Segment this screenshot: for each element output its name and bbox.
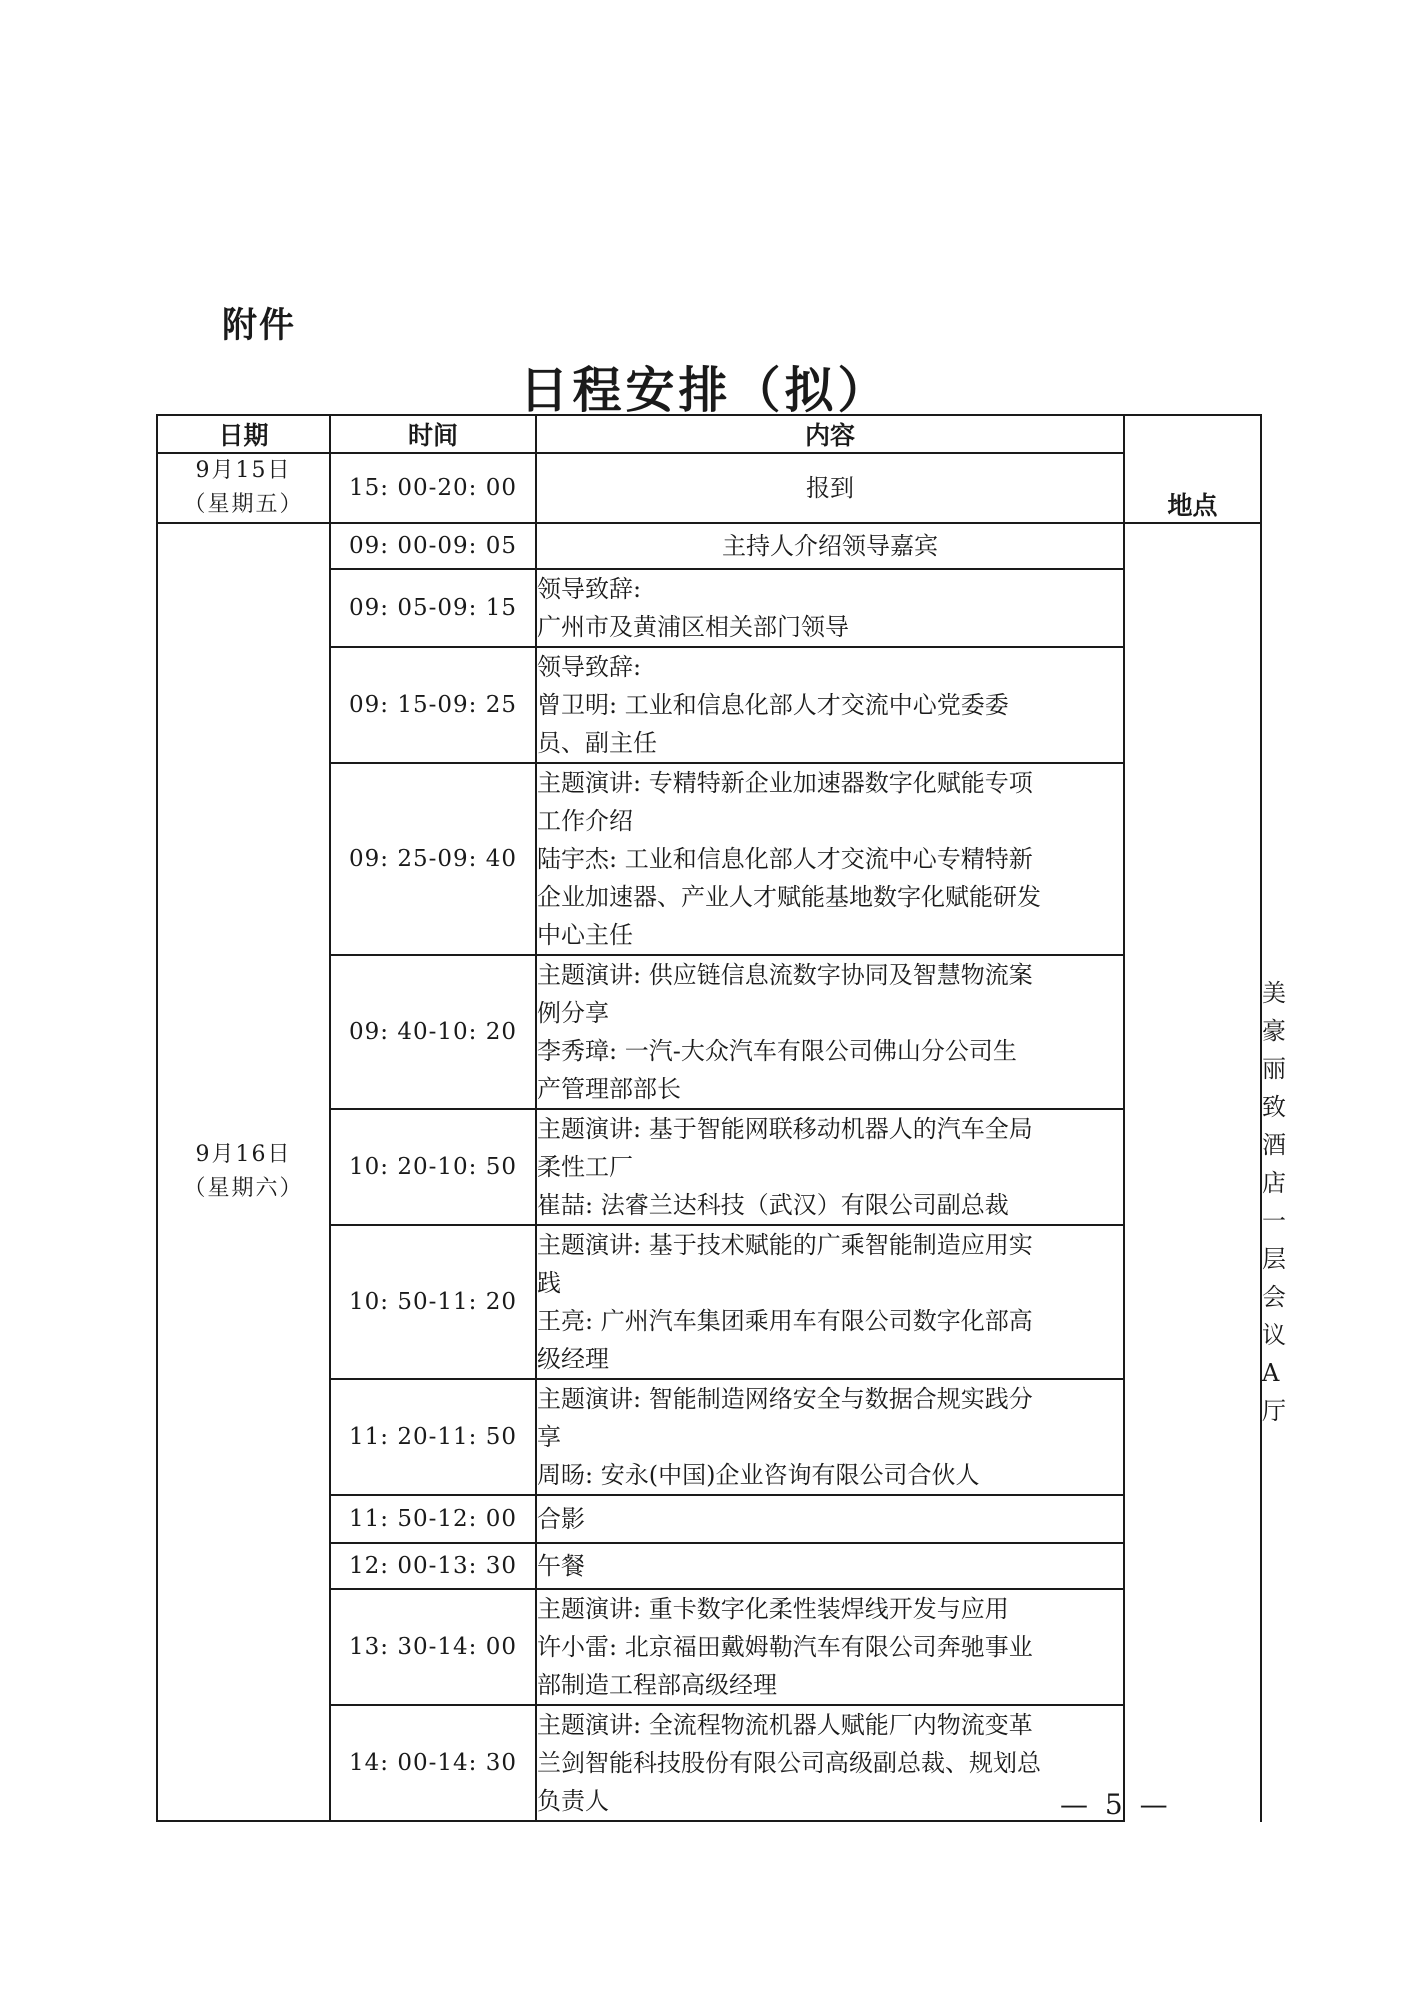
content-line: 兰剑智能科技股份有限公司高级副总裁、规划总 xyxy=(537,1749,1041,1777)
page-number: — 5 — xyxy=(1060,1788,1172,1821)
place-header: 地点 xyxy=(1124,415,1261,523)
content-line: 领导致辞: xyxy=(537,653,642,681)
content-cell xyxy=(536,1495,1124,1543)
content-cell xyxy=(536,955,1124,1109)
time-cell: 15: 00-20: 00 xyxy=(330,453,536,523)
time-cell: 11: 50-12: 00 xyxy=(330,1495,536,1543)
content-line: 周旸: 安永(中国)企业咨询有限公司合伙人 xyxy=(537,1461,980,1489)
content-line: 主题演讲: 专精特新企业加速器数字化赋能专项 xyxy=(537,769,1033,797)
content-cell xyxy=(536,1705,1124,1821)
content-line: 享 xyxy=(537,1423,561,1451)
schedule-table xyxy=(156,414,1286,1822)
time-cell: 09: 25-09: 40 xyxy=(330,763,536,955)
content-line: 中心主任 xyxy=(537,921,633,949)
content-line: 主题演讲: 智能制造网络安全与数据合规实践分 xyxy=(537,1385,1033,1413)
content-cell xyxy=(536,1225,1124,1379)
content-line: 曾卫明: 工业和信息化部人才交流中心党委委 xyxy=(537,691,1009,719)
time-cell: 09: 40-10: 20 xyxy=(330,955,536,1109)
date-cell-day1 xyxy=(157,453,330,523)
content-line: 合影 xyxy=(537,1505,585,1533)
content-cell xyxy=(536,569,1124,647)
content-line: 李秀璋: 一汽-大众汽车有限公司佛山分公司生 xyxy=(537,1037,1017,1065)
date-line: 9月15日 xyxy=(195,458,292,483)
time-cell: 09: 15-09: 25 xyxy=(330,647,536,763)
content-line: 许小雷: 北京福田戴姆勒汽车有限公司奔驰事业 xyxy=(537,1633,1033,1661)
content-line: 例分享 xyxy=(537,999,609,1027)
content-line: 主题演讲: 重卡数字化柔性装焊线开发与应用 xyxy=(537,1595,1009,1623)
content-cell xyxy=(536,1109,1124,1225)
time-cell: 09: 00-09: 05 xyxy=(330,523,536,569)
content-line: 主持人介绍领导嘉宾 xyxy=(722,532,938,560)
content-line: 王亮: 广州汽车集团乘用车有限公司数字化部高 xyxy=(537,1307,1033,1335)
content-line: 践 xyxy=(537,1269,561,1297)
weekday-line: （星期五） xyxy=(183,492,304,517)
content-line: 产管理部部长 xyxy=(537,1075,681,1103)
content-cell xyxy=(536,523,1124,569)
content-line: 主题演讲: 基于智能网联移动机器人的汽车全局 xyxy=(537,1115,1033,1143)
content-line: 主题演讲: 基于技术赋能的广乘智能制造应用实 xyxy=(537,1231,1033,1259)
content-line: 广州市及黄浦区相关部门领导 xyxy=(537,613,849,641)
content-line: 陆宇杰: 工业和信息化部人才交流中心专精特新 xyxy=(537,845,1033,873)
content-line: 工作介绍 xyxy=(537,807,633,835)
time-cell: 10: 50-11: 20 xyxy=(330,1225,536,1379)
content-line: 领导致辞: xyxy=(537,575,642,603)
content-line: 负责人 xyxy=(537,1787,609,1815)
time-cell: 12: 00-13: 30 xyxy=(330,1543,536,1589)
content-line: 崔喆: 法睿兰达科技（武汉）有限公司副总裁 xyxy=(537,1191,1009,1219)
content-header: 内容 xyxy=(536,415,1124,453)
content-line: 部制造工程部高级经理 xyxy=(537,1671,777,1699)
time-cell: 10: 20-10: 50 xyxy=(330,1109,536,1225)
content-cell: 报到 xyxy=(536,453,1124,523)
time-cell: 09: 05-09: 15 xyxy=(330,569,536,647)
content-line: 员、副主任 xyxy=(537,729,657,757)
table-row xyxy=(157,523,1261,569)
content-line: 级经理 xyxy=(537,1345,609,1373)
content-line: 企业加速器、产业人才赋能基地数字化赋能研发 xyxy=(537,883,1041,911)
content-cell xyxy=(536,1543,1124,1589)
content-line: 主题演讲: 全流程物流机器人赋能厂内物流变革 xyxy=(537,1711,1033,1739)
time-cell: 14: 00-14: 30 xyxy=(330,1705,536,1821)
page-title: 日程安排（拟） xyxy=(519,362,891,419)
content-cell xyxy=(536,1589,1124,1705)
header-row xyxy=(157,415,1261,453)
time-cell: 11: 20-11: 50 xyxy=(330,1379,536,1495)
time-header: 时间 xyxy=(330,415,536,453)
content-line: 柔性工厂 xyxy=(537,1153,633,1181)
time-cell: 13: 30-14: 00 xyxy=(330,1589,536,1705)
content-cell xyxy=(536,1379,1124,1495)
content-line: 午餐 xyxy=(537,1552,585,1580)
date-cell-day2 xyxy=(157,523,330,1821)
attachment-label: 附件 xyxy=(222,306,297,346)
weekday-line: （星期六） xyxy=(183,1176,304,1201)
date-header: 日期 xyxy=(157,415,330,453)
date-line: 9月16日 xyxy=(195,1142,292,1167)
content-cell xyxy=(536,647,1124,763)
content-cell xyxy=(536,763,1124,955)
content-line: 主题演讲: 供应链信息流数字协同及智慧物流案 xyxy=(537,961,1033,989)
table-row: 9月15日 （星期五） 15: 00-20: 00 报到 美豪丽致 酒店一层 会议A厅 xyxy=(157,453,1261,523)
